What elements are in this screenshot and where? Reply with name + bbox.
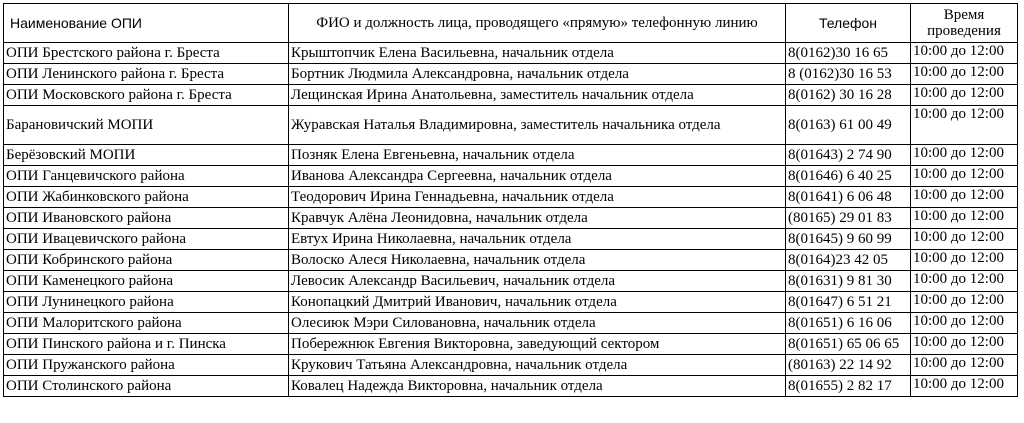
- cell-time: 10:00 до 12:00: [911, 208, 1018, 229]
- cell-opi-name: Барановичский МОПИ: [4, 106, 289, 145]
- cell-opi-name: ОПИ Брестского района г. Бреста: [4, 43, 289, 64]
- cell-phone: 8(01645) 9 60 99: [786, 229, 911, 250]
- cell-phone: 8(0162) 30 16 28: [786, 85, 911, 106]
- table-row: [4, 106, 1018, 145]
- cell-fio-position: Олесиюк Мэри Силовановна, начальник отдела: [289, 313, 786, 334]
- cell-fio-position: Крыштопчик Елена Васильевна, начальник отдела: [289, 43, 786, 64]
- cell-opi-name: ОПИ Малоритского района: [4, 313, 289, 334]
- cell-fio-position: Конопацкий Дмитрий Иванович, начальник отдела: [289, 292, 786, 313]
- opi-contacts-table: [3, 3, 1018, 397]
- cell-opi-name: ОПИ Столинского района: [4, 376, 289, 397]
- cell-opi-name: ОПИ Жабинковского района: [4, 187, 289, 208]
- cell-time: 10:00 до 12:00: [911, 334, 1018, 355]
- cell-time: 10:00 до 12:00: [911, 166, 1018, 187]
- cell-phone: 8(0164)23 42 05: [786, 250, 911, 271]
- cell-fio-position: Позняк Елена Евгеньевна, начальник отдела: [289, 145, 786, 166]
- cell-fio-position: Бортник Людмила Александровна, начальник отдела: [289, 64, 786, 85]
- cell-time: 10:00 до 12:00: [911, 292, 1018, 313]
- cell-time: 10:00 до 12:00: [911, 187, 1018, 208]
- cell-time: 10:00 до 12:00: [911, 85, 1018, 106]
- cell-time: 10:00 до 12:00: [911, 43, 1018, 64]
- cell-phone: 8(01631) 9 81 30: [786, 271, 911, 292]
- cell-phone: 8(01641) 6 06 48: [786, 187, 911, 208]
- cell-fio-position: Волоско Алеся Николаевна, начальник отдела: [289, 250, 786, 271]
- cell-opi-name: Берёзовский МОПИ: [4, 145, 289, 166]
- cell-phone: (80165) 29 01 83: [786, 208, 911, 229]
- cell-opi-name: ОПИ Московского района г. Бреста: [4, 85, 289, 106]
- header-fio-position: ФИО и должность лица, проводящего «прямую» телефонную линию: [289, 4, 786, 43]
- table-row: [4, 292, 1018, 313]
- cell-phone: 8(01651) 6 16 06: [786, 313, 911, 334]
- cell-fio-position: Иванова Александра Сергеевна, начальник отдела: [289, 166, 786, 187]
- cell-time: 10:00 до 12:00: [911, 106, 1018, 145]
- cell-time: 10:00 до 12:00: [911, 355, 1018, 376]
- cell-opi-name: ОПИ Ивацевичского района: [4, 229, 289, 250]
- cell-phone: 8(01651) 65 06 65: [786, 334, 911, 355]
- cell-fio-position: Журавская Наталья Владимировна, заместитель начальника отдела: [289, 106, 786, 145]
- cell-fio-position: Ковалец Надежда Викторовна, начальник отдела: [289, 376, 786, 397]
- cell-time: 10:00 до 12:00: [911, 145, 1018, 166]
- cell-time: 10:00 до 12:00: [911, 229, 1018, 250]
- cell-fio-position: Теодорович Ирина Геннадьевна, начальник отдела: [289, 187, 786, 208]
- cell-time: 10:00 до 12:00: [911, 250, 1018, 271]
- cell-opi-name: ОПИ Ленинского района г. Бреста: [4, 64, 289, 85]
- cell-opi-name: ОПИ Ивановского района: [4, 208, 289, 229]
- table-row: [4, 355, 1018, 376]
- cell-opi-name: ОПИ Пинского района и г. Пинска: [4, 334, 289, 355]
- cell-fio-position: Крукович Татьяна Александровна, начальник отдела: [289, 355, 786, 376]
- cell-phone: 8(01646) 6 40 25: [786, 166, 911, 187]
- cell-phone: 8(01647) 6 51 21: [786, 292, 911, 313]
- cell-phone: (80163) 22 14 92: [786, 355, 911, 376]
- cell-opi-name: ОПИ Лунинецкого района: [4, 292, 289, 313]
- cell-time: 10:00 до 12:00: [911, 376, 1018, 397]
- table-row: [4, 250, 1018, 271]
- header-phone: Телефон: [786, 4, 911, 43]
- cell-time: 10:00 до 12:00: [911, 271, 1018, 292]
- cell-opi-name: ОПИ Ганцевичского района: [4, 166, 289, 187]
- cell-phone: 8(01643) 2 74 90: [786, 145, 911, 166]
- cell-phone: 8(01655) 2 82 17: [786, 376, 911, 397]
- cell-fio-position: Кравчук Алёна Леонидовна, начальник отдела: [289, 208, 786, 229]
- table-row: [4, 187, 1018, 208]
- cell-time: 10:00 до 12:00: [911, 313, 1018, 334]
- table-row: [4, 208, 1018, 229]
- cell-fio-position: Побережнюк Евгения Викторовна, заведующий сектором: [289, 334, 786, 355]
- table-row: [4, 334, 1018, 355]
- cell-time: 10:00 до 12:00: [911, 64, 1018, 85]
- cell-fio-position: Левосик Александр Васильевич, начальник отдела: [289, 271, 786, 292]
- table-row: [4, 145, 1018, 166]
- cell-opi-name: ОПИ Пружанского района: [4, 355, 289, 376]
- table-row: [4, 85, 1018, 106]
- table-row: [4, 166, 1018, 187]
- header-time: Время проведения: [911, 4, 1018, 43]
- table-row: [4, 376, 1018, 397]
- cell-phone: 8 (0162)30 16 53: [786, 64, 911, 85]
- header-opi-name: Наименование ОПИ: [4, 4, 289, 43]
- table-row: [4, 229, 1018, 250]
- cell-opi-name: ОПИ Каменецкого района: [4, 271, 289, 292]
- cell-fio-position: Лещинская Ирина Анатольевна, заместитель начальник отдела: [289, 85, 786, 106]
- table-row: [4, 313, 1018, 334]
- cell-phone: 8(0162)30 16 65: [786, 43, 911, 64]
- cell-phone: 8(0163) 61 00 49: [786, 106, 911, 145]
- table-header-row: [4, 4, 1018, 43]
- table-row: [4, 43, 1018, 64]
- table-row: [4, 64, 1018, 85]
- table-row: [4, 271, 1018, 292]
- cell-opi-name: ОПИ Кобринского района: [4, 250, 289, 271]
- cell-fio-position: Евтух Ирина Николаевна, начальник отдела: [289, 229, 786, 250]
